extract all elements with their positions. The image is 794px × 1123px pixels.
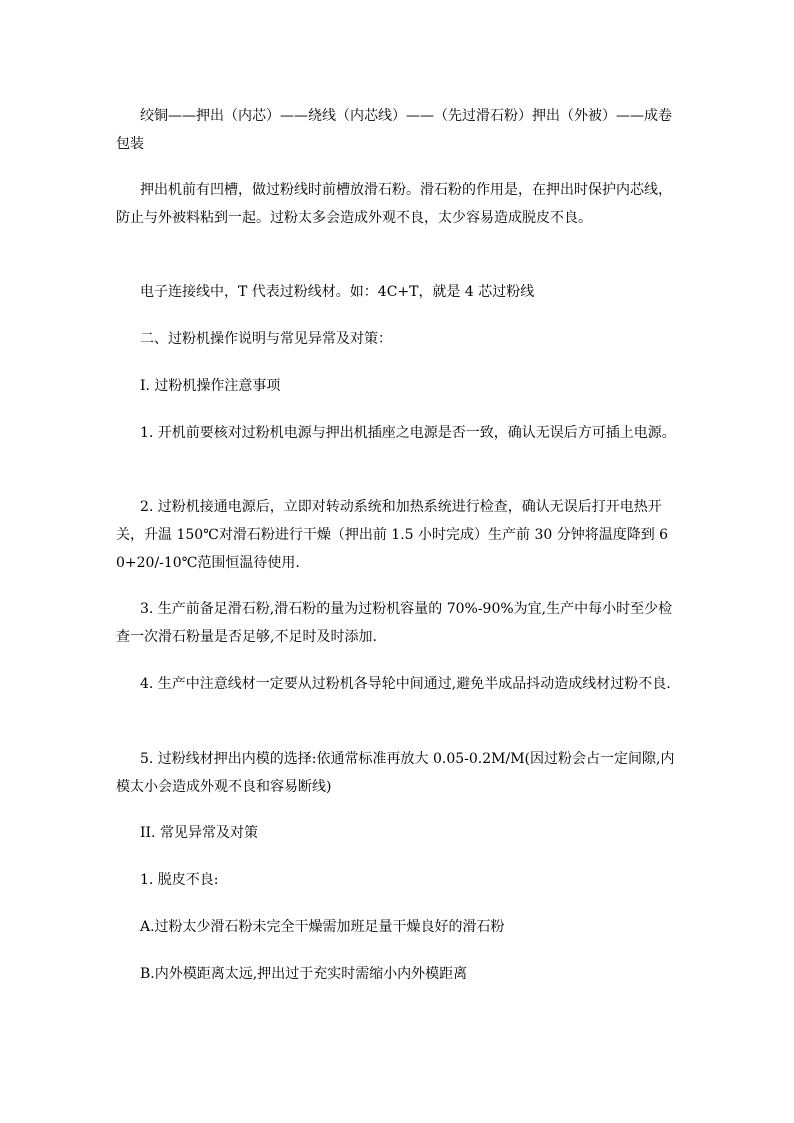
subsection-one-heading: I. 过粉机操作注意事项 <box>140 378 281 394</box>
operation-note-3: 3. 生产前备足滑石粉,滑石粉的量为过粉机容量的 70%-90%为宜,生产中每小时至少检查一次滑石粉量是否足够,不足时及时添加. <box>116 601 673 645</box>
issue-1-heading: 1. 脱皮不良: <box>140 872 219 888</box>
operation-note-5: 5. 过粉线材押出内模的选择:依通常标准再放大 0.05-0.2M/M(因过粉会占一定间隙,内模太小会造成外观不良和容易断线) <box>116 751 675 795</box>
process-flow-paragraph: 绞铜——押出（内芯）——绕线（内芯线）——（先过滑石粉）押出（外被）——成卷包装 <box>116 108 672 152</box>
operation-note-1: 1. 开机前要核对过粉机电源与押出机插座之电源是否一致，确认无误后方可插上电源。 <box>140 425 676 441</box>
issue-1-cause-b: B.内外模距离太远,押出过于充实时需缩小内外模距离 <box>140 966 468 982</box>
subsection-two-heading: II. 常见异常及对策 <box>140 825 258 841</box>
operation-note-2: 2. 过粉机接通电源后，立即对转动系统和加热系统进行检查，确认无误后打开电热开关，升温 150℃对滑石粉进行干燥（押出前 1.5 小时完成）生产前 30 分钟将温度降到 60+20/-10℃范围恒温待使用. <box>116 499 669 571</box>
section-two-heading: 二、过粉机操作说明与常见异常及对策： <box>140 331 392 347</box>
issue-1-cause-a: A.过粉太少滑石粉未完全干燥需加班足量干燥良好的滑石粉 <box>140 919 505 935</box>
operation-note-4: 4. 生产中注意线材一定要从过粉机各导轮中间通过,避免半成品抖动造成线材过粉不良. <box>140 676 671 692</box>
extruder-talc-paragraph: 押出机前有凹槽，做过粉线时前槽放滑石粉。滑石粉的作用是，在押出时保护内芯线，防止与外被料粘到一起。过粉太多会造成外观不良，太少容易造成脱皮不良。 <box>116 182 672 226</box>
connector-wire-paragraph: 电子连接线中，T 代表过粉线材。如：4C+T，就是 4 芯过粉线 <box>140 284 535 300</box>
